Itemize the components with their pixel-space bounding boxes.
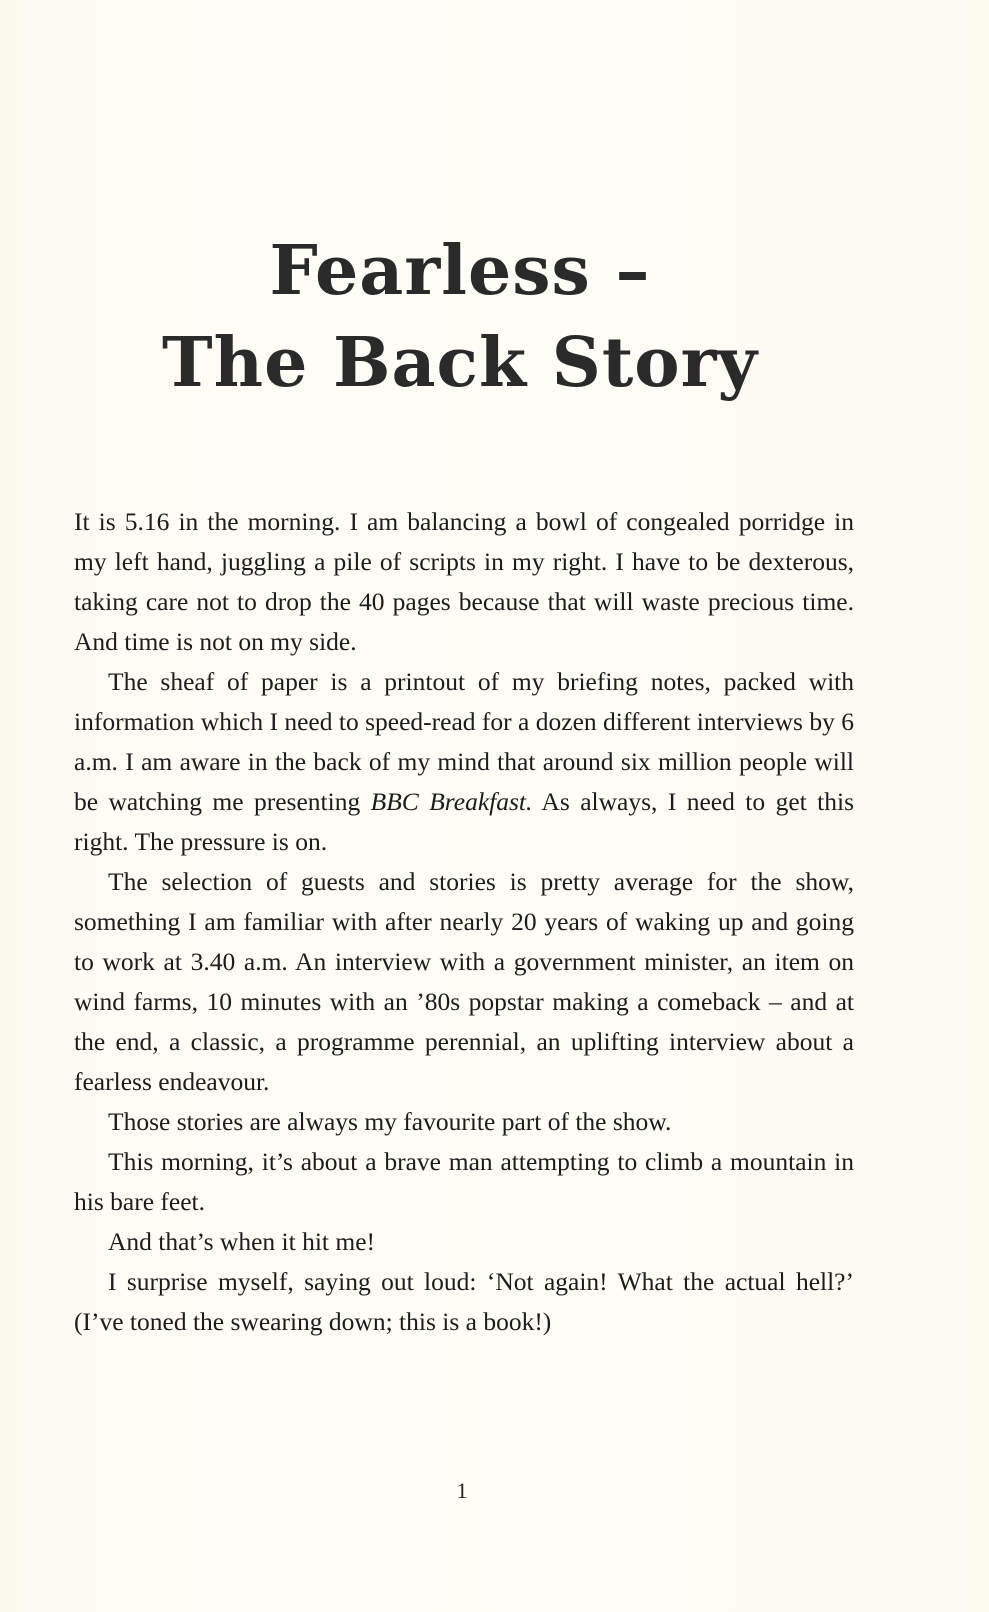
paragraph-2 xyxy=(74,662,854,862)
paragraph-4: Those stories are always my favourite part of the show. xyxy=(108,1107,672,1136)
paragraph-7: I surprise myself, saying out loud: ‘Not again! What the actual hell?’ (I’ve toned the swearing down; this is a book!) xyxy=(74,1267,854,1336)
page-number: 1 xyxy=(456,1478,468,1503)
chapter-body xyxy=(74,502,854,1342)
paragraph-3: The selection of guests and stories is pretty average for the show, something I am familiar with after nearly 20 years of waking up and going to work at 3.40 a.m. An interview with a government minister, an item on wind farms, 10 minutes with an ’80s popstar making a comeback – and at the end, a classic, a programme perennial, an uplifting interview about a fearless endeavour. xyxy=(74,867,854,1096)
paragraph-2-end: As always, I need to get this right. The pressure is on. xyxy=(74,787,854,856)
chapter-title-line-1: Fearless – xyxy=(269,231,651,311)
paragraph-6: And that’s when it hit me! xyxy=(108,1227,376,1256)
chapter-title xyxy=(0,225,920,409)
programme-name: BBC Breakfast. xyxy=(370,787,533,816)
paragraph-5: This morning, it’s about a brave man attempting to climb a mountain in his bare feet. xyxy=(74,1147,854,1216)
paragraph-1: It is 5.16 in the morning. I am balancing a bowl of congealed porridge in my left hand, juggling a pile of scripts in my right. I have to be dexterous, taking care not to drop the 40 pages because that will waste precious time. And time is not on my side. xyxy=(74,507,854,656)
chapter-title-line-2: The Back Story xyxy=(162,323,758,403)
paragraph-2-text: The sheaf of paper is a printout of my briefing notes, packed with information which I need to speed-read for a dozen different interviews by 6 a.m. I am aware in the back of my mind that around six million people will be watching me presenting xyxy=(74,667,854,816)
